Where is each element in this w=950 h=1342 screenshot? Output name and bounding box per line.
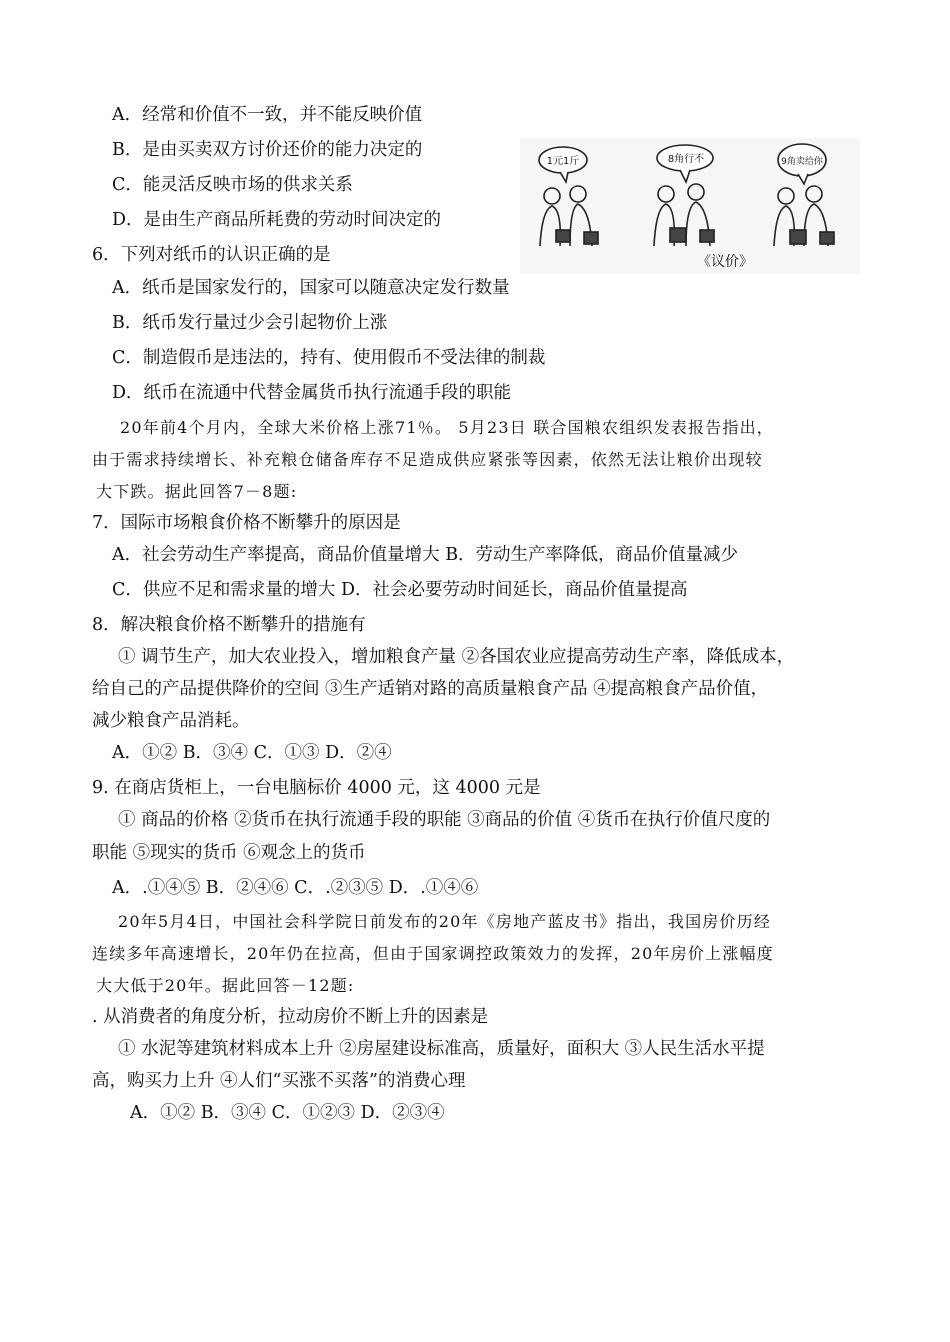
passage-12-line-2: 连续多年高速增长，20年仍在拉高，但由于国家调控政策效力的发挥，20年房价上涨幅度	[92, 944, 774, 963]
cartoon-bubble-3-text: 9角卖给你	[781, 157, 823, 167]
q8-line-3: 减少粮食产品消耗。	[92, 711, 250, 731]
q9-line-2: 职能 ⑤现实的货币 ⑥观念上的货币	[92, 843, 366, 863]
q8-options: A．①② B．③④ C．①③ D．②④	[112, 743, 392, 763]
q6-option-b: B．纸币发行量过少会引起物价上涨	[112, 313, 388, 333]
q9-line-1: ① 商品的价格 ②货币在执行流通手段的职能 ③商品的价值 ④货币在执行价值尺度的	[118, 810, 771, 830]
q7-options-row-1: A．社会劳动生产率提高，商品价值量增大 B．劳动生产率降低，商品价值量减少	[112, 545, 739, 565]
q5-option-d: D．是由生产商品所耗费的劳动时间决定的	[112, 210, 442, 230]
passage-7-8-line-3: 大下跌。据此回答7－8题:	[96, 482, 298, 501]
passage-12-line-3: 大大低于20年。据此回答－12题:	[96, 976, 355, 995]
q12-line-1: ① 水泥等建筑材料成本上升 ②房屋建设标准高，质量好，面积大 ③人民生活水平提	[118, 1039, 765, 1059]
q5-option-c: C．能灵活反映市场的供求关系	[112, 175, 353, 195]
passage-7-8-line-2: 由于需求持续增长、补充粮仓储备库存不足造成供应紧张等因素，依然无法让粮价出现较	[92, 450, 763, 469]
q8-line-1: ① 调节生产，加大农业投入，增加粮食产量 ②各国农业应提高劳动生产率，降低成本，	[118, 647, 795, 667]
q9-options: A．.①④⑤ B．②④⑥ C．.②③⑤ D．.①④⑥	[112, 878, 479, 898]
q6-option-a: A．纸币是国家发行的，国家可以随意决定发行数量	[112, 278, 510, 298]
cartoon-caption: 《议价》	[697, 254, 753, 270]
cartoon-bubble-1-text: 1元1斤	[546, 156, 580, 167]
q5-option-b: B．是由买卖双方讨价还价的能力决定的	[112, 140, 423, 160]
q8-line-2: 给自己的产品提供降价的空间 ③生产适销对路的高质量粮食产品 ④提高粮食产品价值，	[92, 679, 769, 699]
q12-line-2: 高，购买力上升 ④人们“买涨不买落”的消费心理	[92, 1071, 466, 1091]
passage-12-line-1: 20年5月4日，中国社会科学院日前发布的20年《房地产蓝皮书》指出，我国房价历经	[118, 912, 772, 931]
q5-option-a: A．经常和价值不一致，并不能反映价值	[112, 105, 423, 125]
q12-stem: . 从消费者的角度分析，拉动房价不断上升的因素是	[92, 1007, 489, 1027]
q9-stem: 9. 在商店货柜上，一台电脑标价 4000 元，这 4000 元是	[92, 778, 541, 798]
q6-option-c: C．制造假币是违法的，持有、使用假币不受法律的制裁	[112, 348, 546, 368]
cartoon-bubble-2-text: 8角行不	[667, 154, 705, 165]
passage-7-8-line-1: 20年前4个月内，全球大米价格上涨71％。 5月23日 联合国粮农组织发表报告指出，	[120, 418, 775, 437]
q7-options-row-2: C．供应不足和需求量的增大 D．社会必要劳动时间延长，商品价值量提高	[112, 580, 688, 600]
q7-stem: 7．国际市场粮食价格不断攀升的原因是	[92, 513, 401, 533]
q8-stem: 8．解决粮食价格不断攀升的措施有	[92, 615, 366, 635]
q6-option-d: D．纸币在流通中代替金属货币执行流通手段的职能	[112, 383, 512, 403]
q6-stem: 6．下列对纸币的认识正确的是	[92, 245, 331, 265]
bargaining-cartoon	[520, 138, 860, 274]
q12-options: A．①② B．③④ C．①②③ D．②③④	[130, 1103, 445, 1123]
